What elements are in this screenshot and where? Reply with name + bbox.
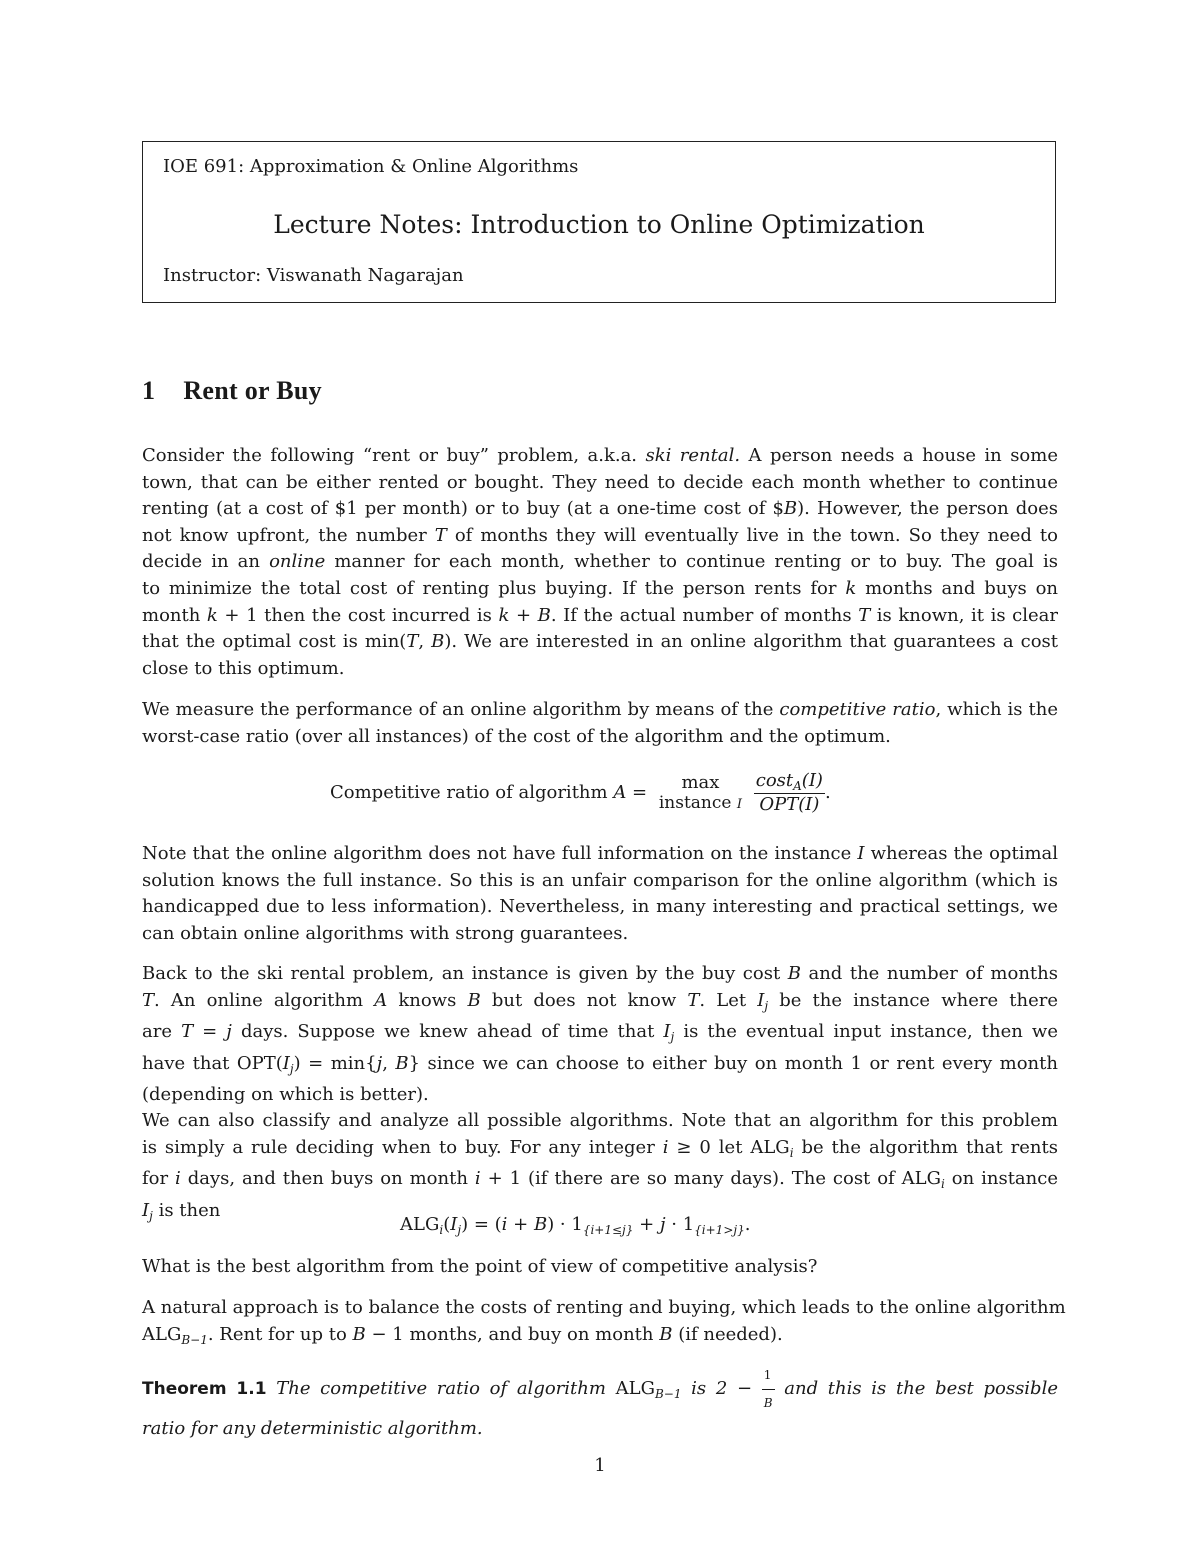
text-line: decide in an online manner for each month, whether to continue renting or to buy. The goal is	[142, 551, 1059, 573]
text-line: We measure the performance of an online algorithm by means of the competitive ratio, which is the	[142, 699, 1058, 720]
section-number: 1	[142, 376, 156, 405]
paragraph-note	[142, 841, 1058, 947]
text-line: T. An online algorithm A knows B but does not know T. Let $I_j$ be the instance where there	[142, 989, 1058, 1013]
text-line: are T = j days. Suppose we knew ahead of time that $I_j$ is the eventual input instance, then we	[142, 1021, 1058, 1045]
section-heading	[142, 376, 322, 406]
text-line: month k + 1 then the cost incurred is k + B. If the actual number of months T is known, it is clear	[142, 604, 1059, 626]
fraction: $\frac{\cos t_A(I)}{\text{OPT(I)}}$	[755, 770, 823, 815]
header-box	[142, 141, 1056, 303]
theorem-block	[142, 1362, 1058, 1443]
paragraph-balance	[142, 1295, 1066, 1353]
text-line: $I_j$ is then	[142, 1199, 221, 1223]
equation-alg-cost: $ALG_i(I_j) = (i + B) \cdot 1_{\{i+1\le j\}} + j \cdot 1_{\{i+1>j\}}$.	[400, 1214, 751, 1237]
text-line: renting (at a cost of $1 per month) or to buy (at a one-time cost of $B). However, the person does	[142, 498, 1058, 520]
text-line: ratio for any deterministic algorithm.	[142, 1418, 483, 1440]
text-line: We can also classify and analyze all possible algorithms. Note that an algorithm for this problem	[142, 1110, 1058, 1131]
document-title: Lecture Notes: Introduction to Online Optimization	[273, 210, 925, 239]
text-line: town, that can be either rented or bought. They need to decide each month whether to continue	[142, 471, 1058, 493]
text-line: can obtain online algorithms with strong guarantees.	[142, 922, 629, 944]
course-name: IOE 691: Approximation & Online Algorithms	[163, 156, 579, 177]
page-number: 1	[594, 1455, 606, 1476]
paragraph-question	[142, 1254, 1058, 1281]
instructor-line: Instructor: Viswanath Nagarajan	[163, 265, 464, 286]
text-line: Theorem 1.1 The competitive ratio of algorithm $ALG_{B-1}$ is 2 − $\frac{1}{B}$ and this is the best possible	[142, 1362, 1058, 1416]
paragraph-intro	[142, 443, 1058, 682]
text-line: to minimize the total cost of renting plus buying. If the person rents for k months and buys on	[142, 577, 1059, 599]
text-line: Consider the following “rent or buy” problem, a.k.a. ski rental. A person needs a house in some	[142, 445, 1058, 466]
paragraph-competitive-ratio	[142, 697, 1058, 750]
text-line: handicapped due to less information). Nevertheless, in many interesting and practical settings, we	[142, 896, 1058, 918]
text-line: (depending on which is better).	[142, 1084, 429, 1106]
text-line: solution knows the full instance. So this is an unfair comparison for the online algorithm (which is	[142, 869, 1058, 891]
text-line: Back to the ski rental problem, an instance is given by the buy cost B and the number of months	[142, 963, 1058, 984]
paragraph-classify-algorithms	[142, 1108, 1058, 1229]
equation-competitive-ratio: Competitive ratio of algorithm A = max instance I $\frac{\cos t_A(I)}{\text{OPT(I)}}$ .	[330, 770, 831, 815]
fraction: $\frac{1}{B}$	[762, 1362, 775, 1416]
text-line: for i days, and then buys on month i + 1 (if there are so many days). The cost of $ALG_i$ on instance	[142, 1168, 1058, 1192]
text-line: that the optimal cost is min(T, B). We are interested in an online algorithm that guarantees a cost	[142, 631, 1059, 653]
text-line: close to this optimum.	[142, 657, 345, 679]
text-line: worst-case ratio (over all instances) of the cost of the algorithm and the optimum.	[142, 725, 891, 747]
section-title: Rent or Buy	[183, 376, 322, 405]
text-line: Note that the online algorithm does not have full information on the instance I whereas the optimal	[142, 843, 1059, 864]
text-line: A natural approach is to balance the costs of renting and buying, which leads to the online algorithm	[142, 1297, 1066, 1318]
text-line: $ALG_{B-1}$. Rent for up to B − 1 months, and buy on month B (if needed).	[142, 1323, 783, 1347]
text-line: What is the best algorithm from the point of view of competitive analysis?	[142, 1256, 818, 1277]
paragraph-ski-rental-instance	[142, 961, 1058, 1109]
theorem-label: Theorem 1.1	[142, 1379, 267, 1400]
text-line: have that $OPT(I_j) = \min\{j$, B} since we can choose to either buy on month 1 or rent every month	[142, 1052, 1058, 1076]
text-line: not know upfront, the number T of months they will eventually live in the town. So they need to	[142, 524, 1058, 546]
text-line: is simply a rule deciding when to buy. For any integer i ≥ 0 let $ALG_i$ be the algorithm that rents	[142, 1136, 1058, 1160]
